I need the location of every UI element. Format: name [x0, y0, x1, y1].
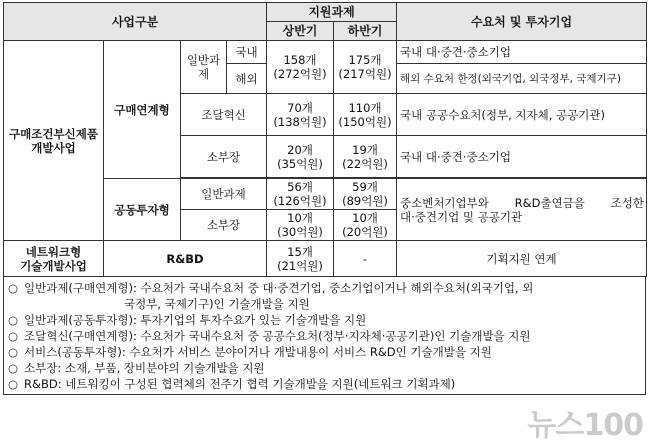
joint-buyer: [397, 179, 647, 241]
program2-first-half: 15개 (21억원): [267, 241, 334, 277]
note-text: R&BD: 네트워킹이 구성된 협력체의 전주기 협력 기술개발을 지원(네트워크 기획과제): [24, 377, 456, 391]
joint-parts-label: 소부장: [181, 210, 267, 241]
joint-type-label: 공동투자형: [104, 179, 181, 241]
domestic-first-half: 158개 (272억원): [267, 41, 334, 94]
joint-parts-first-half: 10개 (30억원): [267, 210, 334, 241]
note-bullet: ○: [8, 329, 19, 343]
purchase-type-label: 구매연계형: [104, 41, 181, 179]
header-buyer: 수요처 및 투자기업: [397, 3, 647, 41]
program-table: [3, 2, 647, 277]
innovation-buyer: 국내 공공수요처(정부, 지자체, 공공기관): [397, 94, 647, 136]
note-text: 일반과제(구매연계형): 수요처가 국내수요처 중 대·중견기업, 중소기업이거나 해외수요처(외국기업, 외: [24, 281, 534, 295]
notes-section: [3, 277, 646, 395]
parts-buyer: 국내 대·중견·중소기업: [397, 136, 647, 178]
note-text: 서비스(공동투자형): 수요처가 서비스 분야이거나 개발내용이 서비스 R&D인 기술개발을 지원: [24, 345, 492, 359]
innovation-second-half: 110개 (150억원): [334, 94, 397, 136]
program1-name: 구매조건부신제품개발사업: [4, 41, 104, 241]
note-item: [4, 312, 645, 328]
header-first-half: 상반기: [267, 22, 334, 41]
note-bullet: ○: [8, 345, 19, 359]
note-bullet: ○: [8, 281, 19, 295]
note-item: [4, 360, 645, 376]
note-item: [4, 376, 645, 392]
domestic-second-half: 175개 (217억원): [334, 41, 397, 94]
domestic-label: 국내: [227, 41, 267, 64]
note-bullet: ○: [8, 313, 19, 327]
watermark-logo: 뉴스100: [527, 408, 643, 443]
program2-type: R&BD: [104, 241, 267, 277]
parts-first-half: 20개 (35억원): [267, 136, 334, 178]
joint-parts-second-half: 10개 (20억원): [334, 210, 397, 241]
program2-second-half: -: [334, 241, 397, 277]
innovation-label: 조달혁신: [181, 94, 267, 136]
overseas-buyer: 해외 수요처 한정(외국기업, 외국정부, 국제기구): [397, 64, 647, 94]
joint-general-second-half: 59개 (89억원): [334, 179, 397, 210]
program2-buyer: 기획지원 연계: [397, 241, 647, 277]
parts-second-half: 19개 (22억원): [334, 136, 397, 178]
header-category: 사업구분: [4, 3, 267, 41]
note-text: 일반과제(공동투자형): 투자기업의 투자수요가 있는 기술개발을 지원: [24, 313, 367, 327]
program2-name: 네트워크형 기술개발사업: [4, 241, 104, 277]
joint-buyer-line1: 중소벤처기업부와 R&D출연금을 조성한: [400, 195, 644, 210]
note-text: 조달혁신(구매연계형): 수요처가 국내수요처 중 공공수요처(정부·지자체·공공기관)인 기술개발을 지원: [24, 329, 531, 343]
joint-buyer-line2: 대·중견기업 및 공공기관: [400, 209, 523, 224]
overseas-label: 해외: [227, 64, 267, 94]
program-summary-document: [3, 2, 646, 395]
parts-label: 소부장: [181, 136, 267, 178]
note-bullet: ○: [8, 361, 19, 375]
note-text: 소부장: 소재, 부품, 장비분야의 기술개발을 지원: [24, 361, 265, 375]
joint-general-first-half: 56개 (126억원): [267, 179, 334, 210]
joint-general-label: 일반과제: [181, 179, 267, 210]
note-bullet: ○: [8, 377, 19, 391]
innovation-first-half: 70개 (138억원): [267, 94, 334, 136]
note-item: [4, 344, 645, 360]
general-task-label: 일반과제: [181, 41, 227, 94]
note-text-continued: 국정부, 국제기구)인 기술개발을 지원: [124, 297, 310, 311]
header-support: 지원과제: [267, 3, 397, 22]
note-item: [4, 280, 645, 312]
note-item: [4, 328, 645, 344]
header-second-half: 하반기: [334, 22, 397, 41]
domestic-buyer: 국내 대·중견·중소기업: [397, 41, 647, 64]
